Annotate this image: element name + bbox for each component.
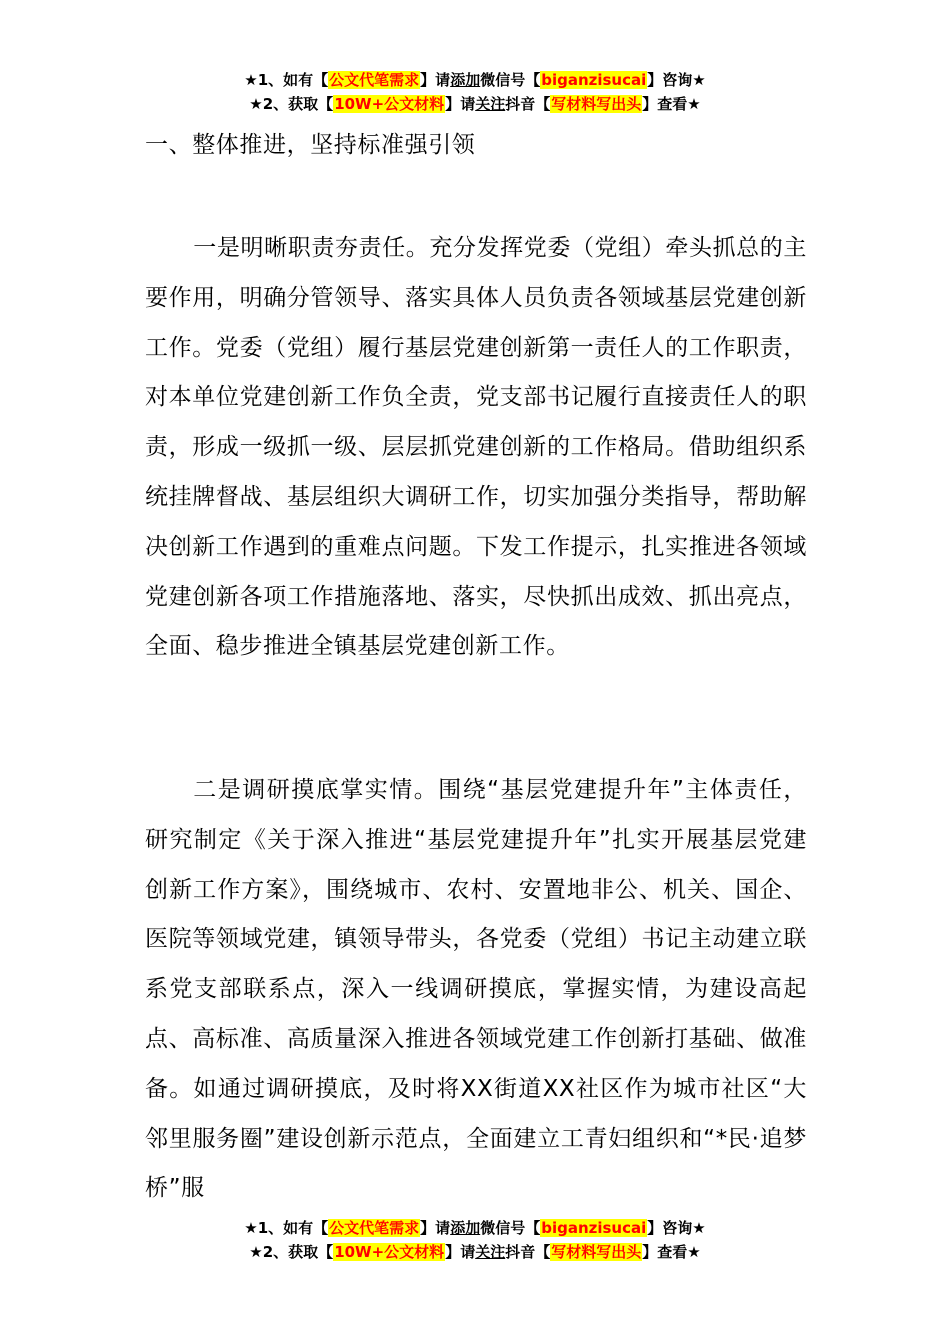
promo-text: ★2、获取【 — [249, 1243, 334, 1261]
promo-line-2 — [0, 1240, 950, 1264]
promo-line-1 — [0, 1216, 950, 1240]
promo-highlight: 公文代笔需求 — [329, 1219, 420, 1237]
promo-underlined-text: 添加 — [450, 71, 481, 89]
header-promo-banner — [0, 68, 950, 116]
promo-text: 】请 — [420, 1219, 451, 1237]
promo-underlined-text: 关注 — [475, 95, 506, 113]
promo-wechat-id: biganzisucai — [541, 1219, 647, 1237]
promo-text: 】查看★ — [642, 1243, 701, 1261]
section-heading: 一、整体推进，坚持标准强引领 — [145, 132, 476, 158]
footer-promo-banner — [0, 1216, 950, 1264]
promo-text: 】请 — [445, 95, 476, 113]
promo-text: ★2、获取【 — [249, 95, 334, 113]
promo-highlight: 公文代笔需求 — [329, 71, 420, 89]
promo-douyin-id: 写材料写出头 — [551, 1243, 642, 1261]
promo-underlined-text: 添加 — [450, 1219, 481, 1237]
promo-text: 抖音【 — [505, 1243, 551, 1261]
promo-underlined-text: 关注 — [475, 1243, 506, 1261]
promo-text: ★1、如有【 — [244, 71, 329, 89]
promo-text: 】咨询★ — [647, 71, 706, 89]
promo-wechat-id: biganzisucai — [541, 71, 647, 89]
promo-text: 】查看★ — [642, 95, 701, 113]
promo-text: 】咨询★ — [647, 1219, 706, 1237]
promo-douyin-id: 写材料写出头 — [551, 95, 642, 113]
promo-line-1 — [0, 68, 950, 92]
promo-text: ★1、如有【 — [244, 1219, 329, 1237]
promo-text: 】请 — [420, 71, 451, 89]
promo-line-2 — [0, 92, 950, 116]
promo-text: 抖音【 — [505, 95, 551, 113]
promo-highlight: 10W+公文材料 — [334, 1243, 445, 1261]
paragraph-duty: 一是明晰职责夯责任。充分发挥党委（党组）牵头抓总的主要作用，明确分管领导、落实具体人员负责各领域基层党建创新工作。党委（党组）履行基层党建创新第一责任人的工作职责，对本单位党建创新工作负全责，党支部书记履行直接责任人的职责，形成一级抓一级、层层抓党建创新的工作格局。借助组织系统挂牌督战、基层组织大调研工作，切实加强分类指导，帮助解决创新工作遇到的重难点问题。下发工作提示，扎实推进各领域党建创新各项工作措施落地、落实，尽快抓出成效、抓出亮点，全面、稳步推进全镇基层党建创新工作。 — [145, 235, 807, 660]
promo-text: 】请 — [445, 1243, 476, 1261]
promo-highlight: 10W+公文材料 — [334, 95, 445, 113]
paragraph-survey: 二是调研摸底掌实情。围绕“基层党建提升年”主体责任，研究制定《关于深入推进“基层党建提升年”扎实开展基层党建创新工作方案》，围绕城市、农村、安置地非公、机关、国企、医院等领域党建，镇领导带头，各党委（党组）书记主动建立联系党支部联系点，深入一线调研摸底，掌握实情，为建设高起点、高标准、高质量深入推进各领域党建工作创新打基础、做准备。如通过调研摸底，及时将XX街道XX社区作为城市社区“大邻里服务圈”建设创新示范点，全面建立工青妇组织和“*民·追梦桥”服 — [145, 777, 807, 1202]
promo-text: 微信号【 — [480, 1219, 541, 1237]
promo-text: 微信号【 — [480, 71, 541, 89]
